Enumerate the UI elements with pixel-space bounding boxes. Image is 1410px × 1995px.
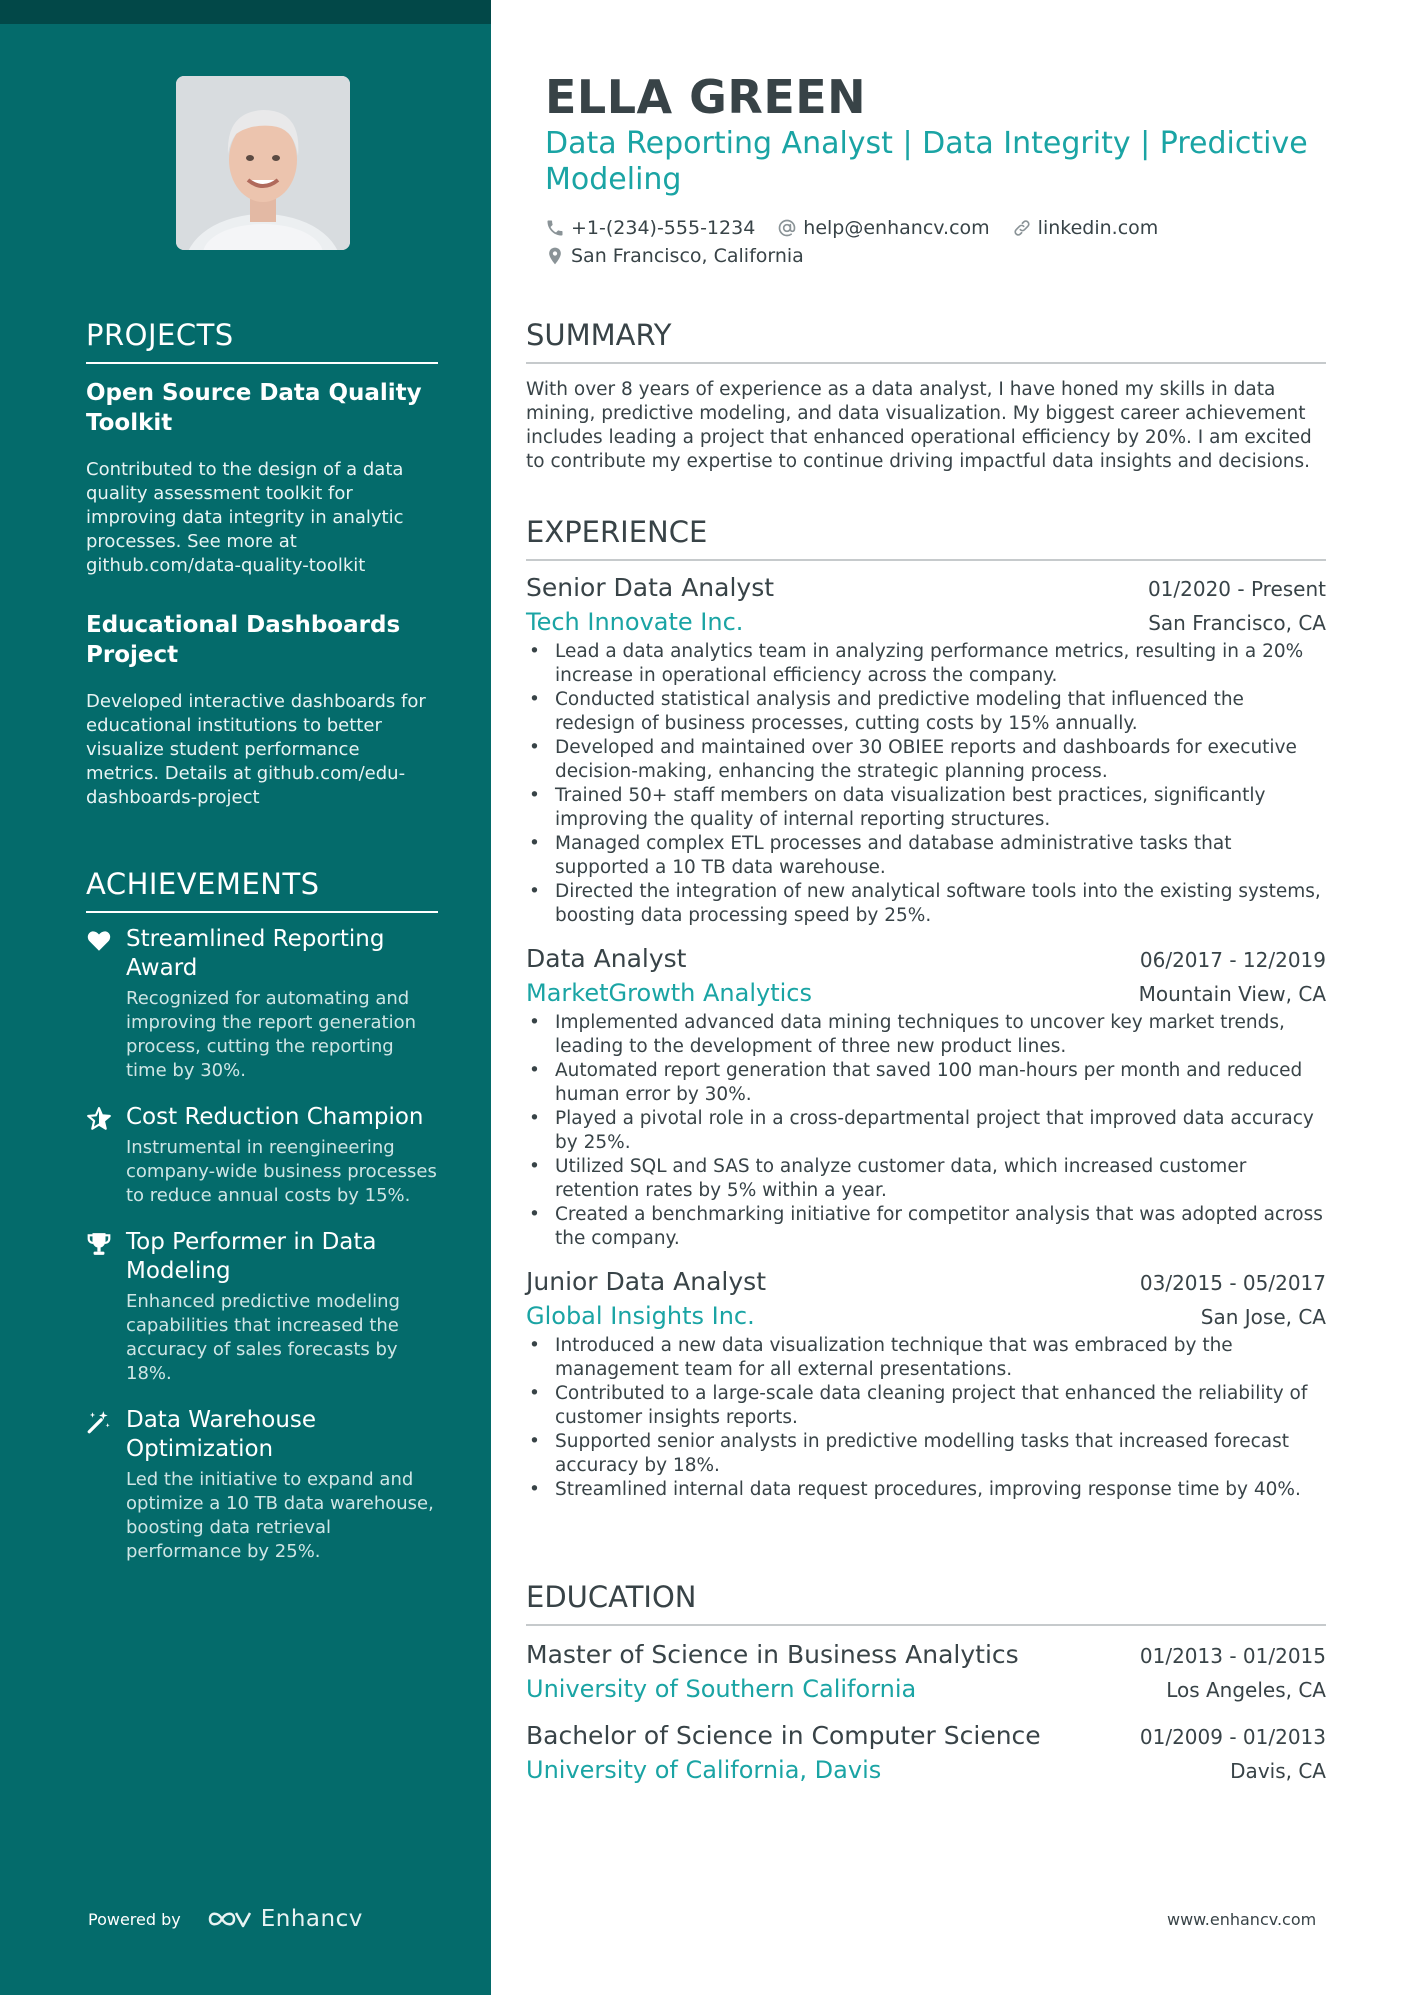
education-heading: EDUCATION [526,1580,1326,1626]
education-dates: 01/2013 - 01/2015 [1139,1644,1326,1668]
education-dates: 01/2009 - 01/2013 [1139,1725,1326,1749]
enhancv-brand-name: Enhancv [260,1906,363,1932]
project-description: Developed interactive dashboards for educational institutions to better visualize student performance metrics. Details at github.com/edu-dashboards-project [86,691,426,808]
job-bullet: • Contributed to a large-scale data cleaning project that enhanced the reliability of customer insights reports. [526,1382,1326,1430]
linkedin-contact[interactable] [1012,217,1159,239]
candidate-headline: Data Reporting Analyst | Data Integrity | Predictive Modeling [545,126,1308,197]
achievement-item [86,1103,438,1208]
job-dates: 03/2015 - 05/2017 [1139,1271,1326,1295]
job-company: Global Insights Inc. [526,1302,755,1330]
achievement-description: Instrumental in reengineering company-wide business processes to reduce annual costs by 15%. [126,1137,437,1206]
education-degree: Bachelor of Science in Computer Science [526,1721,1041,1750]
job-title: Junior Data Analyst [526,1267,767,1296]
achievement-description: Recognized for automating and improving the report generation process, cutting the reporting time by 30%. [126,988,417,1081]
job-bullets [526,1334,1326,1502]
profile-photo [176,76,350,250]
job-bullet: • Directed the integration of new analytical software tools into the existing systems, boosting data processing speed by 25%. [526,880,1326,928]
project-title: Educational Dashboards Project [86,612,401,668]
job-location: Mountain View, CA [1138,982,1326,1006]
at-icon [777,218,797,238]
job-dates: 01/2020 - Present [1147,577,1326,601]
job-company: Tech Innovate Inc. [526,608,744,636]
footer-url[interactable]: www.enhancv.com [1167,1910,1317,1929]
job-location: San Francisco, CA [1148,611,1326,635]
contact-info [545,214,1315,270]
linkedin-text: linkedin.com [1037,217,1159,239]
star-icon [86,1106,112,1132]
project-description: Contributed to the design of a data quality assessment toolkit for improving data integrity in analytic processes. See more at github.com/data-quality-toolkit [86,459,404,576]
job-location: San Jose, CA [1200,1305,1326,1329]
achievement-title: Cost Reduction Champion [126,1104,424,1130]
trophy-icon [86,1231,112,1257]
job-bullets [526,1011,1326,1251]
job-entry [526,573,1326,928]
achievement-item [86,1406,438,1564]
achievements-section [86,867,438,1564]
link-icon [1012,218,1032,238]
phone-contact[interactable] [545,217,755,239]
summary-heading: SUMMARY [526,318,1326,364]
email-text: help@enhancv.com [803,217,990,239]
achievement-title: Top Performer in Data Modeling [126,1229,377,1284]
magic-wand-icon [86,1409,112,1435]
job-bullet: • Utilized SQL and SAS to analyze customer data, which increased customer retention rates by 5% within a year. [526,1155,1326,1203]
experience-section [526,515,1326,1502]
job-bullet: • Implemented advanced data mining techniques to uncover key market trends, leading to the development of three new product lines. [526,1011,1326,1059]
achievement-description: Enhanced predictive modeling capabilities that increased the accuracy of sales forecasts by 18%. [126,1291,400,1384]
achievement-description: Led the initiative to expand and optimize a 10 TB data warehouse, boosting data retrieval performance by 25%. [126,1469,434,1562]
achievement-title: Streamlined Reporting Award [126,926,385,981]
enhancv-logo-icon [207,1907,253,1931]
candidate-name: ELLA GREEN [545,70,867,124]
project-item [86,610,438,810]
location-text: San Francisco, California [571,245,804,267]
job-title: Data Analyst [526,944,687,973]
education-location: Los Angeles, CA [1166,1678,1326,1702]
education-degree: Master of Science in Business Analytics [526,1640,1019,1669]
sidebar [0,0,491,1995]
job-bullet: • Supported senior analysts in predictive modelling tasks that increased forecast accuracy by 18%. [526,1430,1326,1478]
job-bullet: • Streamlined internal data request procedures, improving response time by 40%. [526,1478,1326,1502]
job-bullet: • Conducted statistical analysis and predictive modeling that influenced the redesign of business processes, cutting costs by 15% annually. [526,688,1326,736]
project-item [86,378,438,578]
job-bullet: • Lead a data analytics team in analyzing performance metrics, resulting in a 20% increase in operational efficiency across the company. [526,640,1326,688]
education-school: University of California, Davis [526,1756,882,1784]
education-entry [526,1640,1326,1703]
heart-icon [86,928,112,954]
achievement-title: Data Warehouse Optimization [126,1407,317,1462]
achievement-item [86,925,438,1083]
job-company: MarketGrowth Analytics [526,979,812,1007]
job-bullet: • Trained 50+ staff members on data visualization best practices, significantly improving the quality of internal reporting structures. [526,784,1326,832]
experience-heading: EXPERIENCE [526,515,1326,561]
education-school: University of Southern California [526,1675,917,1703]
enhancv-logo[interactable] [207,1906,363,1932]
profile-photo-illustration [176,76,350,250]
job-bullet: • Automated report generation that saved 100 man-hours per month and reduced human error by 30%. [526,1059,1326,1107]
education-entry [526,1721,1326,1784]
sidebar-top-bar [0,0,491,24]
job-bullet: • Created a benchmarking initiative for competitor analysis that was adopted across the company. [526,1203,1326,1251]
education-section [526,1580,1326,1784]
summary-section [526,318,1326,474]
projects-section [86,318,438,810]
project-title: Open Source Data Quality Toolkit [86,380,422,436]
summary-text: With over 8 years of experience as a data analyst, I have honed my skills in data mining, predictive modeling, and data visualization. My biggest career achievement includes leading a project that enhanced operational efficiency by 20%. I am excited to contribute my expertise to continue driving impactful data insights and decisions. [526,379,1312,472]
job-entry [526,944,1326,1251]
location-pin-icon [545,246,565,266]
achievements-heading: ACHIEVEMENTS [86,867,438,913]
job-dates: 06/2017 - 12/2019 [1139,948,1326,972]
achievement-item [86,1228,438,1386]
job-title: Senior Data Analyst [526,573,775,602]
job-bullet: • Managed complex ETL processes and database administrative tasks that supported a 10 TB data warehouse. [526,832,1326,880]
location-contact [545,245,804,267]
job-bullet: • Introduced a new data visualization technique that was embraced by the management team for all external presentations. [526,1334,1326,1382]
projects-heading: PROJECTS [86,318,438,364]
phone-icon [545,218,565,238]
job-bullet: • Played a pivotal role in a cross-departmental project that improved data accuracy by 25%. [526,1107,1326,1155]
job-bullet: • Developed and maintained over 30 OBIEE reports and dashboards for executive decision-making, enhancing the strategic planning process. [526,736,1326,784]
job-bullets [526,640,1326,928]
email-contact[interactable] [777,217,989,239]
job-entry [526,1267,1326,1502]
powered-by [88,1906,363,1932]
powered-by-label: Powered by [88,1909,181,1929]
phone-text: +1-(234)-555-1234 [571,217,756,239]
education-location: Davis, CA [1230,1759,1326,1783]
